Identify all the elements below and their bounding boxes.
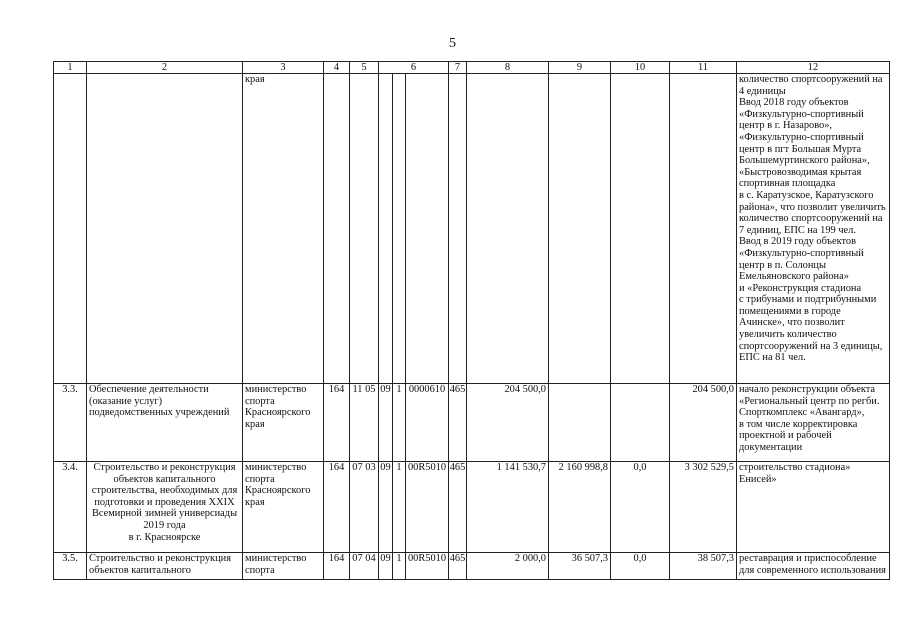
- grbs-code: 164: [324, 384, 350, 462]
- grbs-code: 164: [324, 553, 350, 580]
- table-row: [54, 384, 890, 462]
- amount-col9: [549, 384, 611, 462]
- row-number: [54, 74, 87, 384]
- header-cell: 9: [549, 62, 611, 74]
- event-name: Обеспечение деятельности (оказание услуг) подведомственных учреждений: [87, 384, 243, 462]
- amount-total: 38 507,3: [670, 553, 737, 580]
- page-number: 5: [449, 36, 456, 51]
- amount-col10: [611, 74, 670, 384]
- section-code: 11 05: [350, 384, 379, 462]
- expense-type: 465: [449, 384, 467, 462]
- amount-col10: [611, 384, 670, 462]
- program-table: [53, 61, 890, 580]
- header-cell: 8: [467, 62, 549, 74]
- amount-total: [670, 74, 737, 384]
- row-number: 3.3.: [54, 384, 87, 462]
- header-cell: 5: [350, 62, 379, 74]
- program-code: 09: [379, 384, 393, 462]
- subprogram-code: 1: [393, 553, 406, 580]
- grbs-code: 164: [324, 462, 350, 553]
- row-number: 3.5.: [54, 553, 87, 580]
- article-code: 0000610: [406, 384, 449, 462]
- amount-col8: 1 141 530,7: [467, 462, 549, 553]
- responsible: министерство спорта Красноярского края: [243, 462, 324, 553]
- table-row: [54, 553, 890, 580]
- program-code: 09: [379, 553, 393, 580]
- amount-col9: [549, 74, 611, 384]
- header-cell: 12: [737, 62, 890, 74]
- subprogram-code: 1: [393, 384, 406, 462]
- program-code: [379, 74, 393, 384]
- header-cell: 1: [54, 62, 87, 74]
- subprogram-code: [393, 74, 406, 384]
- article-code: 00R5010: [406, 553, 449, 580]
- expected-result: начало реконструкции объекта «Региональный центр по регби. Спорткомплекс «Авангард», в том числе корректировка проектной и рабочей документации: [737, 384, 890, 462]
- header-cell: 10: [611, 62, 670, 74]
- expected-result: строительство стадиона» Енисей»: [737, 462, 890, 553]
- expense-type: 465: [449, 462, 467, 553]
- header-cell: 7: [449, 62, 467, 74]
- expense-type: [449, 74, 467, 384]
- header-cell: 4: [324, 62, 350, 74]
- event-name: Строительство и реконструкция объектов капитального строительства, необходимых для подготовки и проведения XXIX Всемирной зимней универсиады 2019 года в г. Красноярске: [87, 462, 243, 553]
- program-code: 09: [379, 462, 393, 553]
- amount-col10: 0,0: [611, 462, 670, 553]
- event-name: Строительство и реконструкция объектов капитального: [87, 553, 243, 580]
- expected-result: реставрация и приспособление для современного использования: [737, 553, 890, 580]
- amount-col8: 204 500,0: [467, 384, 549, 462]
- header-cell: 6: [379, 62, 449, 74]
- amount-total: 204 500,0: [670, 384, 737, 462]
- amount-col10: 0,0: [611, 553, 670, 580]
- amount-col8: 2 000,0: [467, 553, 549, 580]
- header-cell: 11: [670, 62, 737, 74]
- amount-col9: 2 160 998,8: [549, 462, 611, 553]
- grbs-code: [324, 74, 350, 384]
- row-number: 3.4.: [54, 462, 87, 553]
- section-code: 07 04: [350, 553, 379, 580]
- responsible: министерство спорта Красноярского края: [243, 384, 324, 462]
- event-name: [87, 74, 243, 384]
- subprogram-code: 1: [393, 462, 406, 553]
- table-row: [54, 74, 890, 384]
- responsible: министерство спорта: [243, 553, 324, 580]
- expected-result: количество спортсооружений на 4 единицы Ввод 2018 году объектов «Физкультурно-спортивный центр в г. Назарово», «Физкультурно-спортивный центр в пгт Большая Мурта Большемуртинского района», «Быстровозводимая крытая спортивная площадка в с. Каратузское, Каратузского района», что позволит увеличить количество спортсооружений на 7 единиц, ЕПС на 199 чел. Ввод в 2019 году объектов «Физкультурно-спортивный центр в п. Солонцы Емельяновского района» и «Реконструкция стадиона с трибунами и подтрибунными помещениями в городе Ачинске», что позволит увеличить количество спортсооружений на 3 единицы, ЕПС на 81 чел.: [737, 74, 890, 384]
- header-row: [54, 62, 890, 74]
- article-code: 00R5010: [406, 462, 449, 553]
- table-row: [54, 462, 890, 553]
- section-code: [350, 74, 379, 384]
- amount-col9: 36 507,3: [549, 553, 611, 580]
- header-cell: 2: [87, 62, 243, 74]
- responsible: края: [243, 74, 324, 384]
- amount-total: 3 302 529,5: [670, 462, 737, 553]
- amount-col8: [467, 74, 549, 384]
- section-code: 07 03: [350, 462, 379, 553]
- article-code: [406, 74, 449, 384]
- header-cell: 3: [243, 62, 324, 74]
- expense-type: 465: [449, 553, 467, 580]
